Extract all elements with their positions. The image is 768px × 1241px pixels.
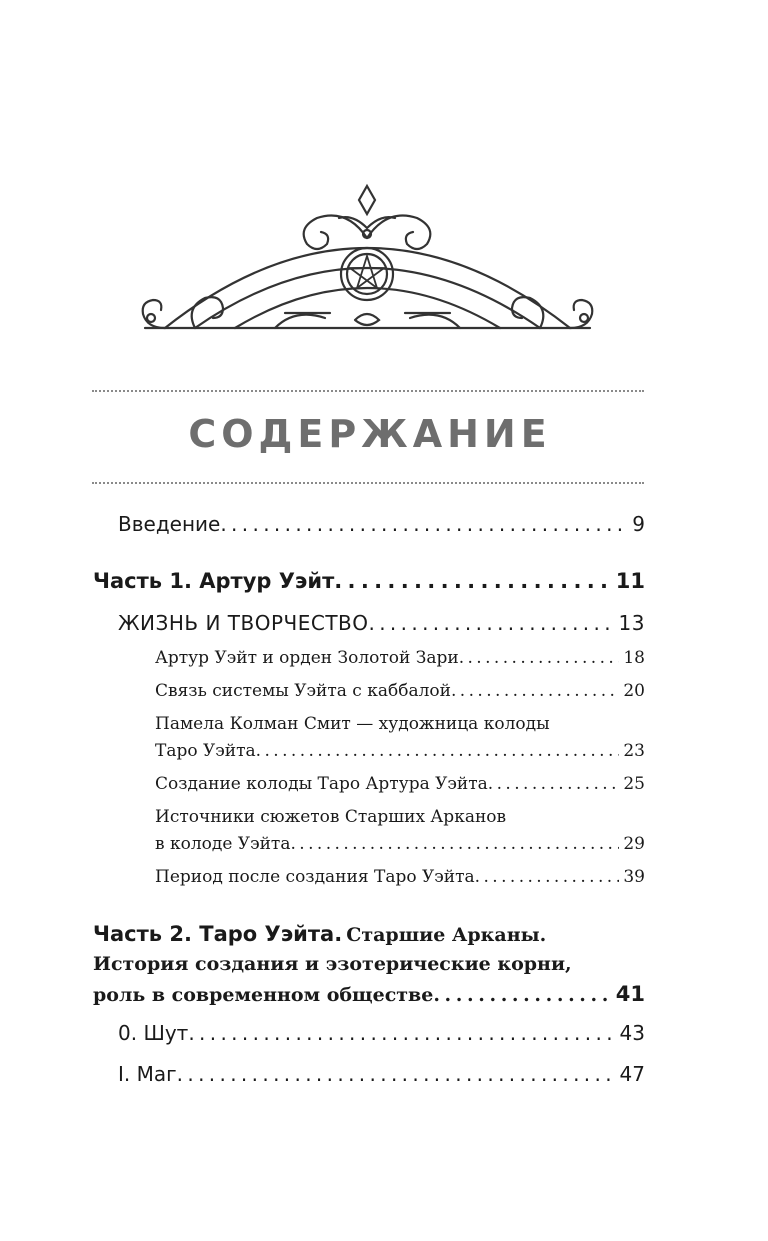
toc-entry-pamela[interactable]: Таро Уэйта . . . 23 — [155, 741, 645, 761]
toc-entry-part2[interactable]: роль в современном обществе . . . 41 — [93, 982, 645, 1006]
toc-entry-sources-line1[interactable]: Источники сюжетов Старших Арканов — [155, 807, 507, 827]
toc-entry-part2-line1[interactable]: Часть 2. Таро Уэйта. Старшие Арканы. — [93, 922, 547, 946]
toc-entry-sources[interactable]: в колоде Уэйта . . . 29 — [155, 834, 645, 854]
top-dotted-divider — [92, 390, 644, 392]
toc-entry-golden-dawn[interactable]: Артур Уэйт и орден Золотой Зари . . . 18 — [155, 648, 645, 668]
toc-entry-part2-line2[interactable]: История создания и эзотерические корни, — [93, 953, 572, 975]
toc-entry-pamela-line1[interactable]: Памела Колман Смит — художница колоды — [155, 714, 550, 734]
toc-entry-life[interactable]: ЖИЗНЬ И ТВОРЧЕСТВО . . . 13 — [118, 611, 645, 635]
toc-entry-period[interactable]: Период после создания Таро Уэйта . . . 39 — [155, 867, 645, 887]
decorative-ornament — [125, 178, 610, 338]
page-title: СОДЕРЖАНИЕ — [188, 412, 552, 456]
bottom-dotted-divider — [92, 482, 644, 484]
toc-entry-kabbalah[interactable]: Связь системы Уэйта с каббалой . . . 20 — [155, 681, 645, 701]
toc-entry-creation[interactable]: Создание колоды Таро Артура Уэйта . . . 25 — [155, 774, 645, 794]
toc-entry-fool[interactable]: 0. Шут . . . 43 — [118, 1021, 645, 1045]
toc-entry-part1[interactable]: Часть 1. Артур Уэйт . . . 11 — [93, 569, 645, 593]
toc-entry-intro[interactable]: Введение . . . 9 — [118, 512, 645, 536]
toc-entry-magician[interactable]: I. Маг . . . 47 — [118, 1062, 645, 1086]
